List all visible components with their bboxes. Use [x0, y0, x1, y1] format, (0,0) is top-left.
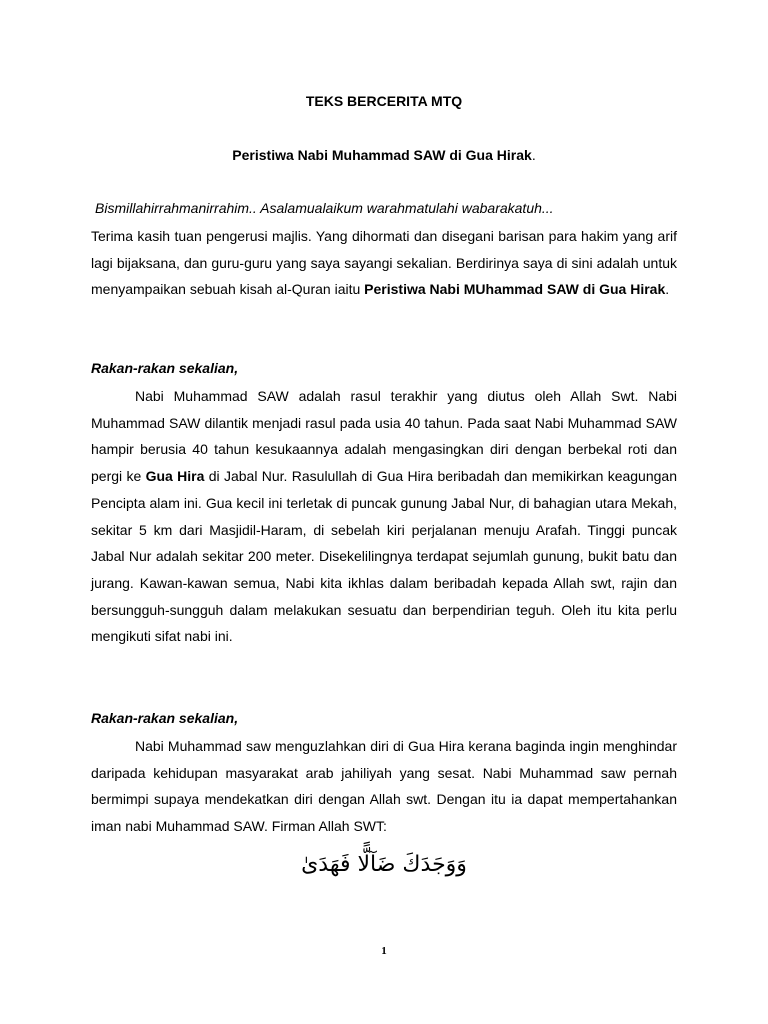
opening-greeting: Bismillahirrahmanirrahim.. Asalamualaikum warahmatulahi wabarakatuh... — [95, 200, 554, 216]
story-title-period: . — [531, 147, 536, 163]
page-number: 1 — [381, 945, 387, 957]
paragraph-gua-hira-text-a: Nabi Muhammad SAW adalah rasul terakhir yang diutus oleh Allah Swt. Nabi Muhammad SAW dilantik menjadi rasul pada usia 40 tahun. Pada saat Nabi Muhammad SAW hampir berusia 40 tahun kesukaannya adalah mengasingkan diri dengan berbekal roti dan pergi ke — [91, 388, 677, 485]
paragraph-gua-hira-text-b: di Jabal Nur. Rasulullah di Gua Hira beribadah dan memikirkan keagungan Pencipta alam ini. Gua kecil ini terletak di puncak gunung Jabal Nur, di bahagian utara Mekah, sekitar 5 km dari Masjidil-Haram, di sebelah kiri perjalanan menuju Arafah. Tinggi puncak Jabal Nur adalah sekitar 200 meter. Disekelilingnya terdapat sejumlah gunung, bukit batu dan jurang. Kawan-kawan semua, Nabi kita ikhlas dalam beribadah kepada Allah swt, rajin dan bersungguh-sungguh dalam melakukan sesuatu dan berpendirian teguh. Oleh itu kita perlu mengikuti sifat nabi ini. — [91, 468, 677, 645]
intro-story-title: Peristiwa Nabi MUhammad SAW di Gua Hirak — [364, 281, 666, 298]
intro-text: Terima kasih tuan pengerusi majlis. Yang dihormati dan disegani barisan para hakim yang arif lagi bijaksana, dan guru-guru yang saya sayangi sekalian. Berdirinya saya di sini adalah untuk menyampaikan sebuah kisah al-Quran iaitu — [91, 228, 677, 298]
story-title-text: Peristiwa Nabi Muhammad SAW di Gua Hirak — [232, 147, 532, 163]
gua-hira-bold: Gua Hira — [145, 468, 205, 485]
story-title — [0, 147, 768, 163]
document-title: TEKS BERCERITA MTQ — [305, 93, 463, 109]
paragraph-uzlah: Nabi Muhammad saw menguzlahkan diri di Gua Hira kerana baginda ingin menghindar daripada kehidupan masyarakat arab jahiliyah yang sesat. Nabi Muhammad saw pernah bermimpi supaya mendekatkan diri dengan Allah swt. Dengan itu ia dapat mempertahankan iman nabi Muhammad SAW. Firman Allah SWT: — [91, 738, 677, 835]
intro-period: . — [665, 281, 670, 298]
quran-verse: وَوَجَدَكَ ضَآلًّا فَهَدَىٰ — [301, 852, 467, 877]
intro-paragraph — [91, 223, 677, 303]
paragraph-gua-hira — [91, 383, 677, 650]
section-heading-1: Rakan-rakan sekalian, — [91, 360, 239, 376]
section-heading-2: Rakan-rakan sekalian, — [91, 710, 239, 726]
